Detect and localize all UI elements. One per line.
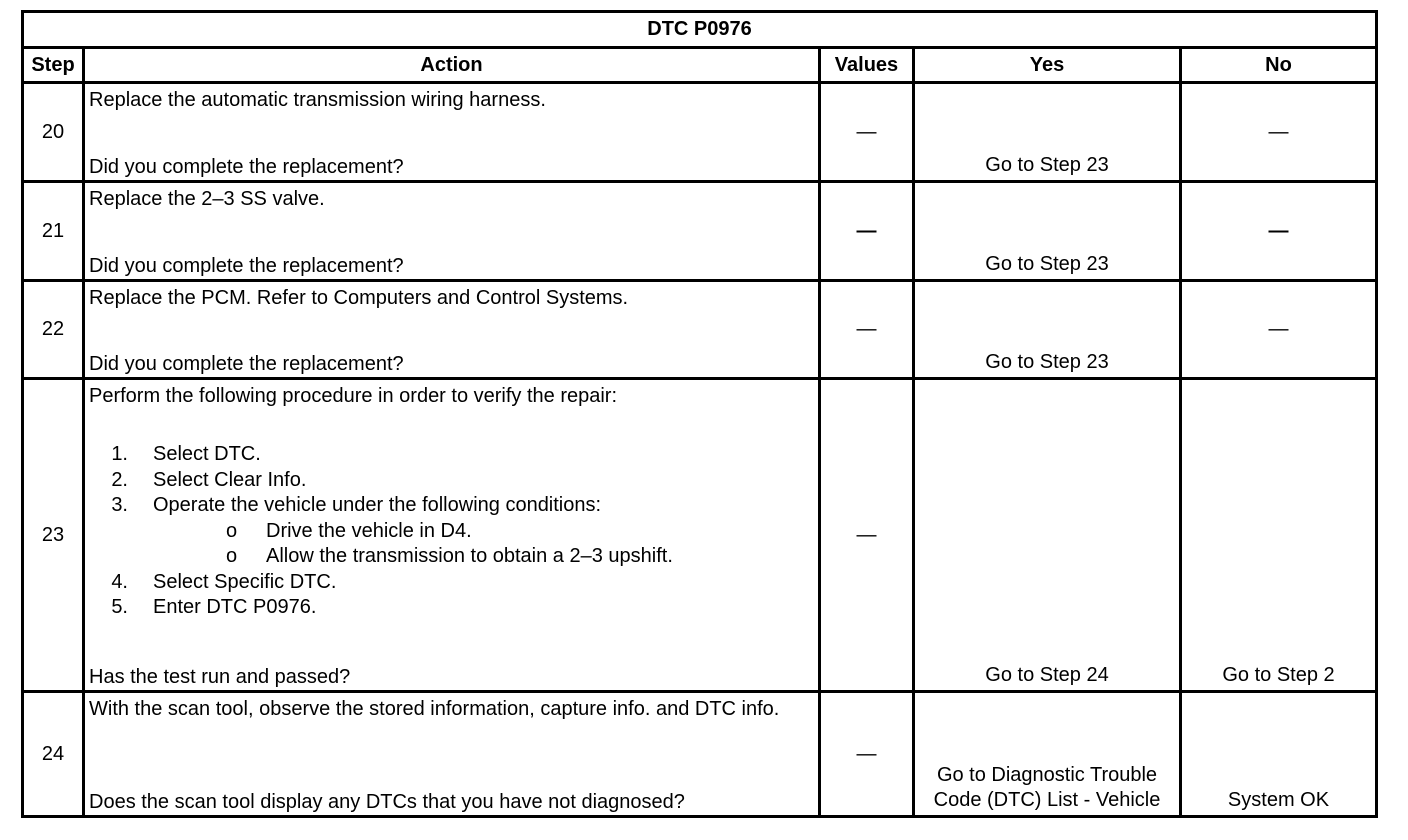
header-yes: Yes bbox=[914, 48, 1181, 83]
list-item: 4. Select Specific DTC. bbox=[111, 570, 337, 593]
yes-line-2: Code (DTC) List - Vehicle bbox=[933, 789, 1161, 811]
table-row bbox=[23, 281, 1377, 379]
list-item: 2. Select Clear Info. bbox=[111, 468, 307, 491]
table-row bbox=[23, 692, 1377, 817]
action-cell bbox=[84, 182, 820, 281]
yes-cell: Go to Step 24 bbox=[914, 379, 1181, 692]
no-cell: — bbox=[1181, 83, 1377, 182]
values-cell: — bbox=[820, 281, 914, 379]
header-no: No bbox=[1181, 48, 1377, 83]
procedure-list bbox=[89, 442, 814, 621]
question-text: Did you complete the replacement? bbox=[89, 255, 404, 277]
table-row bbox=[23, 83, 1377, 182]
header-row bbox=[23, 48, 1377, 83]
action-cell bbox=[84, 281, 820, 379]
list-item: 1. Select DTC. bbox=[111, 443, 261, 465]
question-text: Does the scan tool display any DTCs that you have not diagnosed? bbox=[89, 791, 685, 813]
action-text: Replace the PCM. Refer to Computers and Control Systems. bbox=[89, 287, 629, 309]
no-cell: — bbox=[1181, 281, 1377, 379]
list-item: o Allow the transmission to obtain a 2–3 upshift. bbox=[226, 545, 673, 567]
no-cell: — bbox=[1181, 182, 1377, 281]
yes-cell: Go to Step 23 bbox=[914, 83, 1181, 182]
no-cell: Go to Step 2 bbox=[1181, 379, 1377, 692]
yes-cell bbox=[914, 692, 1181, 817]
header-values: Values bbox=[820, 48, 914, 83]
yes-cell: Go to Step 23 bbox=[914, 182, 1181, 281]
step-number: 21 bbox=[23, 182, 84, 281]
dtc-table-container bbox=[21, 10, 1375, 818]
yes-line-1: Go to Diagnostic Trouble bbox=[936, 764, 1158, 786]
step-number: 23 bbox=[23, 379, 84, 692]
action-text: With the scan tool, observe the stored information, capture info. and DTC info. bbox=[89, 698, 780, 720]
header-action: Action bbox=[84, 48, 820, 83]
question-text: Did you complete the replacement? bbox=[89, 353, 404, 375]
table-row bbox=[23, 182, 1377, 281]
header-step: Step bbox=[23, 48, 84, 83]
list-item: o Drive the vehicle in D4. bbox=[226, 519, 472, 542]
yes-cell: Go to Step 23 bbox=[914, 281, 1181, 379]
step-number: 24 bbox=[23, 692, 84, 817]
table-row bbox=[23, 379, 1377, 692]
action-cell bbox=[84, 692, 820, 817]
no-cell: System OK bbox=[1181, 692, 1377, 817]
step-number: 20 bbox=[23, 83, 84, 182]
list-item: 5. Enter DTC P0976. bbox=[111, 596, 317, 618]
question-text: Did you complete the replacement? bbox=[89, 156, 404, 178]
title-row bbox=[23, 12, 1377, 48]
action-cell bbox=[84, 379, 820, 692]
values-cell: — bbox=[820, 692, 914, 817]
table-title: DTC P0976 bbox=[23, 12, 1377, 48]
action-cell bbox=[84, 83, 820, 182]
values-cell: — bbox=[820, 379, 914, 692]
step-number: 22 bbox=[23, 281, 84, 379]
list-item: 3. Operate the vehicle under the following conditions: bbox=[111, 494, 602, 516]
question-text: Has the test run and passed? bbox=[89, 666, 351, 688]
values-cell: — bbox=[820, 182, 914, 281]
values-cell: — bbox=[820, 83, 914, 182]
dtc-table bbox=[21, 10, 1378, 818]
action-text: Replace the 2–3 SS valve. bbox=[89, 188, 325, 210]
action-text: Replace the automatic transmission wiring harness. bbox=[89, 89, 546, 111]
action-text: Perform the following procedure in order to verify the repair: bbox=[89, 385, 618, 407]
